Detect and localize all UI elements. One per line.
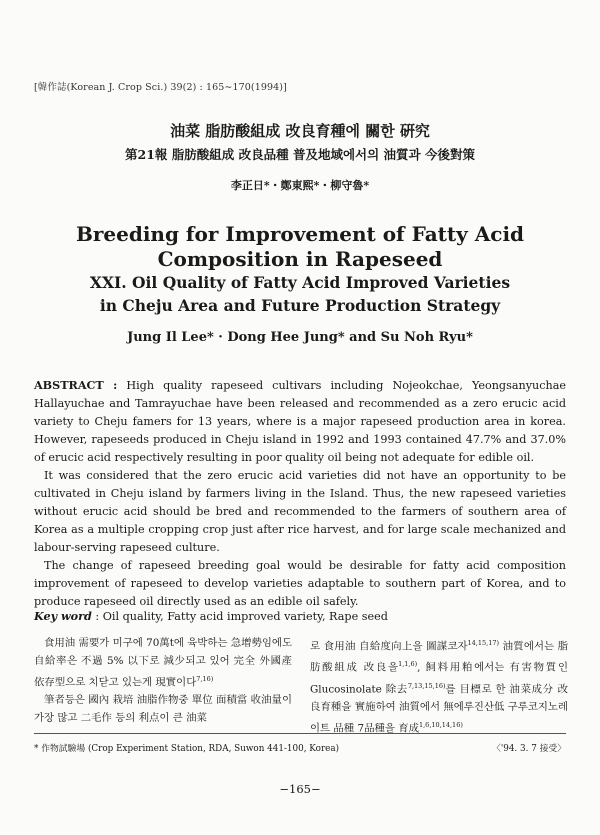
citation-ref: 14,15,17)	[467, 639, 500, 647]
abstract-paragraph: The change of rapeseed breeding goal would be desirable for fatty acid composition improvement of rapeseed to develop varieties adaptable to southern part of Korea, and to produce rapeseed oil directly used as an edible oil safely.	[34, 559, 566, 608]
body-text: 를 目標로 한 油菜成分 改良育種을 實施하여 油質에서 無에루진산低 구루코지노레이트 品種 7品種을 育成	[310, 683, 568, 735]
citation-ref: 1,1,6)	[398, 660, 418, 669]
body-column-right	[310, 634, 568, 738]
body-paragraph	[34, 634, 292, 691]
citation-ref: 7,13,15,16)	[407, 681, 446, 690]
body-paragraph: 筆者등은 國內 栽培 油脂作物중 單位 面積當 收油量이 가장 많고 二毛作 등의 利点이 큰 油菜	[34, 694, 292, 725]
english-title-line2: Composition in Rapeseed	[157, 247, 443, 271]
body-paragraph	[310, 634, 568, 738]
abstract	[34, 376, 566, 611]
english-subtitle-line2: in Cheju Area and Future Production Strategy	[99, 296, 501, 315]
korean-authors: 李正日*・鄭東熙*・柳守魯*	[230, 179, 370, 192]
footnote: * 作物試驗場 (Crop Experiment Station, RDA, Suwon 441-100, Korea)	[34, 744, 340, 754]
korean-title: 油菜 脂肪酸組成 改良育種에 關한 硏究	[170, 122, 430, 140]
english-subtitle-line1: XXI. Oil Quality of Fatty Acid Improved Varieties	[89, 273, 511, 292]
keywords-text: : Oil quality, Fatty acid improved variety, Rape seed	[95, 610, 388, 623]
body-column-left	[34, 634, 292, 727]
abstract-text: High quality rapeseed cultivars including Nojeokchae, Yeongsanyuchae Hallayuchae and Tamrayuchae have been released and recommended as a zero erucic acid variety to Cheju famers for 13 years, where is a major rapeseed production area in korea. However, rapeseeds produced in Cheju island in 1992 and 1993 contained 47.7% and 37.0% of erucic acid respectively resulting in poor quality oil being not adequate for edible oil.	[34, 379, 566, 464]
body-text: 食用油 需要가 미구에 70萬t에 육박하는 急增勢임에도 自給率은 不過 5% 以下로 減少되고 있어 完全 外國產 依存型으로 치닫고 있는게 現實이다	[34, 637, 292, 689]
journal-citation: [韓作誌(Korean J. Crop Sci.) 39(2) : 165∼170(1994)]	[34, 82, 287, 93]
abstract-label: ABSTRACT :	[34, 378, 118, 392]
abstract-paragraph	[34, 376, 566, 467]
body-text: 油質에서는 脂肪酸組成 改良을	[310, 640, 569, 674]
received-date: 〈'94. 3. 7 接受〉	[492, 744, 566, 754]
body-text: 로 食用油 自給度向上을 圖謀코자	[310, 640, 468, 653]
english-title-line1: Breeding for Improvement of Fatty Acid	[75, 222, 525, 246]
keywords-label: Key word	[34, 609, 92, 623]
page-number: −165−	[279, 782, 321, 796]
citation-ref: 7,16)	[196, 675, 214, 683]
citation-ref: 1,6,10,14,16)	[418, 721, 463, 730]
keywords	[34, 609, 388, 623]
footnote-divider	[34, 733, 566, 734]
abstract-paragraph: It was considered that the zero erucic acid varieties did not have an opportunity to be cultivated in Cheju island by farmers living in the Island. Thus, the new rapeseed varieties without erucic acid should be bred and recommended to the farmers of southern area of Korea as a multiple cropping crop just after rice harvest, and for large scale mechanized and labour-serving rapeseed culture.	[34, 469, 566, 554]
korean-subtitle: 第21報 脂肪酸組成 改良品種 普及地域에서의 油質과 今後對策	[125, 147, 475, 162]
body-text: , 飼料用粕에서는 有害物質인 Glucosinolate 除去	[310, 661, 568, 696]
english-authors: Jung Il Lee* · Dong Hee Jung* and Su Noh Ryu*	[127, 330, 473, 345]
